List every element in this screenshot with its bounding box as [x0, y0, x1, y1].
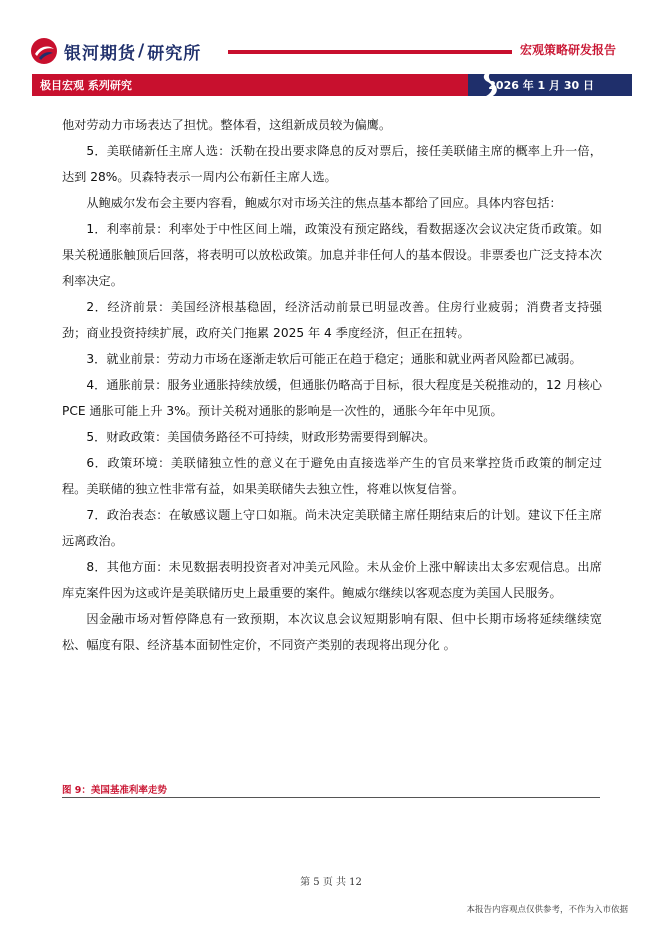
- report-date: 2026 年 1 月 30 日: [488, 79, 594, 92]
- header-rule: [228, 50, 512, 54]
- report-type: 宏观策略研发报告: [520, 43, 617, 57]
- paragraph: 因金融市场对暂停降息有一致预期，本次议息会议短期影响有限、但中长期市场将延续继续宽松、幅度有限、经济基本面韧性定价，不同资产类别的表现将出现分化 。: [62, 612, 602, 652]
- paragraph: 1．利率前景：利率处于中性区间上端，政策没有预定路线，看数据逐次会议决定货币政策。如果关税通胀触顶后回落，将表明可以放松政策。加息并非任何人的基本假设。非票委也广泛支持本次利率决定。: [62, 222, 602, 288]
- paragraph: 6．政策环境：美联储独立性的意义在于避免由直接选举产生的官员来掌控货币政策的制定过程。美联储的独立性非常有益，如果美联储失去独立性，将难以恢复信誉。: [62, 456, 602, 496]
- paragraph: 2．经济前景：美国经济根基稳固，经济活动前景已明显改善。住房行业疲弱；消费者支持强劲；商业投资持续扩展，政府关门拖累 2025 年 4 季度经济，但正在扭转。: [62, 300, 602, 340]
- figure-rule: [62, 797, 600, 798]
- paragraph: 从鲍威尔发布会主要内容看，鲍威尔对市场关注的焦点基本都给了回应。具体内容包括：: [86, 196, 562, 210]
- paragraph: 5．美联储新任主席人选：沃勒在投出要求降息的反对票后，接任美联储主席的概率上升一倍，达到 28%。贝森特表示一周内公布新任主席人选。: [62, 144, 602, 184]
- paragraph: 8．其他方面：未见数据表明投资者对冲美元风险。未从金价上涨中解读出太多宏观信息。出席库克案件因为这或许是美联储历史上最重要的案件。鲍威尔继续以客观态度为美国人民服务。: [62, 560, 602, 600]
- brand-name: 银河期货: [64, 43, 136, 64]
- paragraph: 3．就业前景：劳动力市场在逐渐走软后可能正在趋于稳定；通胀和就业两者风险都已减弱。: [86, 352, 582, 366]
- figure-caption: 图 9：美国基准利率走势: [62, 785, 167, 796]
- galaxy-logo-icon: [30, 37, 58, 65]
- paragraph: 他对劳动力市场表达了担忧。整体看，这组新成员较为偏鹰。: [62, 118, 392, 132]
- brand-logo: [30, 36, 201, 66]
- page-header: [0, 0, 662, 100]
- series-label: 极目宏观 系列研究: [40, 79, 132, 92]
- brand-division: 研究所: [147, 43, 202, 64]
- brand-separator: /: [138, 41, 146, 61]
- footer-disclaimer: 本报告内容观点仅供参考，不作为入市依据: [466, 905, 628, 915]
- paragraph: 4．通胀前景：服务业通胀持续放缓，但通胀仍略高于目标，很大程度是关税推动的，12 月核心 PCE 通胀可能上升 3%。预计关税对通胀的影响是一次性的，通胀今年年中见顶。: [62, 378, 602, 418]
- header-banner: [32, 74, 632, 96]
- paragraph: 5．财政政策：美国债务路径不可持续，财政形势需要得到解决。: [86, 430, 436, 444]
- paragraph: 7．政治表态：在敏感议题上守口如瓶。尚未决定美联储主席任期结束后的计划。建议下任主席远离政治。: [62, 508, 602, 548]
- report-body: [62, 112, 602, 658]
- page-number: 第 5 页 共 12: [300, 877, 362, 888]
